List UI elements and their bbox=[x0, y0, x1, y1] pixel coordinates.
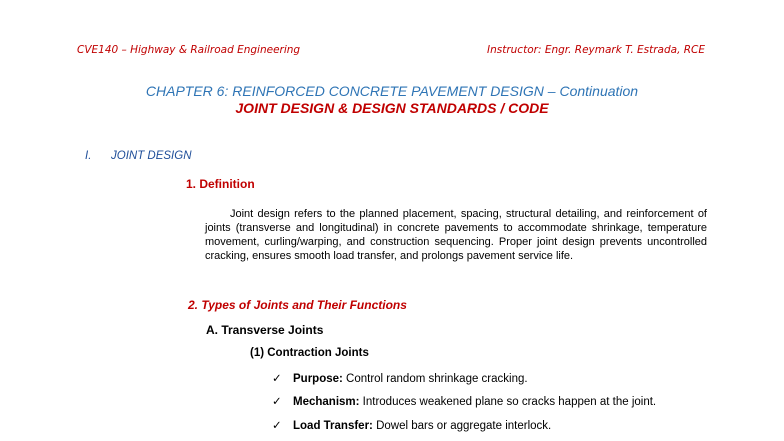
checkmark-icon: ✓ bbox=[272, 396, 282, 408]
instructor-header: Instructor: Engr. Reymark T. Estrada, RCE bbox=[487, 44, 706, 56]
bullet-text: Dowel bars or aggregate interlock. bbox=[372, 420, 552, 432]
bullet-load-transfer bbox=[272, 418, 551, 432]
checkmark-icon: ✓ bbox=[272, 420, 282, 432]
definition-heading: 1. Definition bbox=[186, 177, 255, 191]
bullet-label: Purpose: bbox=[293, 373, 343, 385]
checkmark-icon: ✓ bbox=[272, 373, 282, 385]
bullet-text: Control random shrinkage cracking. bbox=[342, 373, 528, 385]
bullet-label: Load Transfer: bbox=[293, 420, 373, 432]
transverse-joints-heading: A. Transverse Joints bbox=[206, 323, 324, 337]
bullet-text: Introduces weakened plane so cracks happen at the joint. bbox=[359, 396, 657, 408]
types-heading: 2. Types of Joints and Their Functions bbox=[188, 298, 407, 312]
bullet-purpose bbox=[272, 371, 528, 385]
definition-text: Joint design refers to the planned placement, spacing, structural detailing, and reinforcement of joints (transverse and longitudinal) in concrete pavements to accommodate shrinkage, temperature movement, curling/warping, and construction sequencing. Proper joint design prevents uncontrolled cracking, ensures smooth load transfer, and prolongs pavement service life. bbox=[205, 208, 707, 262]
contraction-joints-heading: (1) Contraction Joints bbox=[250, 347, 369, 359]
definition-paragraph bbox=[205, 207, 707, 263]
course-header: CVE140 – Highway & Railroad Engineering bbox=[77, 44, 301, 56]
chapter-title: CHAPTER 6: REINFORCED CONCRETE PAVEMENT DESIGN – Continuation bbox=[145, 83, 639, 99]
bullet-label: Mechanism: bbox=[293, 396, 360, 408]
section-numeral: I. bbox=[85, 150, 92, 162]
bullet-mechanism bbox=[272, 394, 656, 408]
section-title: JOINT DESIGN bbox=[111, 150, 192, 162]
chapter-subtitle: JOINT DESIGN & DESIGN STANDARDS / CODE bbox=[235, 100, 549, 116]
